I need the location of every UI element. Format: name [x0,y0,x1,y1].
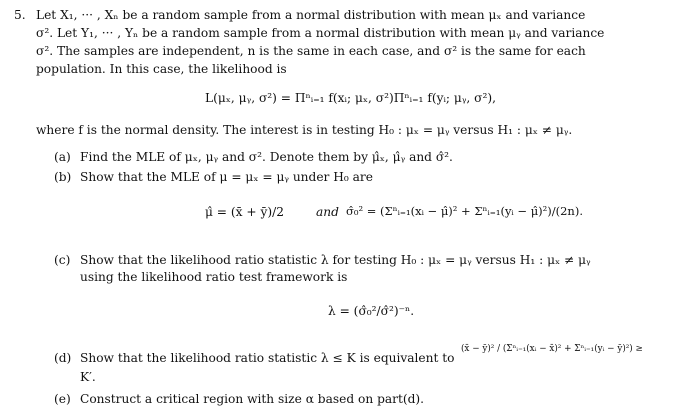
part-b-sigma-hat-eq: σ̂₀² = (Σⁿᵢ₌₁(xᵢ − μ̂)² + Σⁿᵢ₌₁(yᵢ − μ̂)²)/(2n). [346,204,583,218]
part-c-line-1: Show that the likelihood ratio statistic λ for testing H₀ : μₓ = μᵧ versus H₁ : μₓ ≠ μᵧ [80,253,591,267]
where-line: where f is the normal density. The interest is in testing H₀ : μₓ = μᵧ versus H₁ : μₓ ≠ μᵧ. [36,123,573,137]
part-c-line-2: using the likelihood ratio test framework is [80,270,348,284]
intro-line-2: σ². Let Y₁, ··· , Yₙ be a random sample from a normal distribution with mean μᵧ and variance [36,26,605,40]
part-d-text: Show that the likelihood ratio statistic λ ≤ K is equivalent to [80,351,455,365]
intro-line-3: σ². The samples are independent, n is the same in each case, and σ² is the same for each [36,44,586,58]
intro-line-4: population. In this case, the likelihood is [36,62,287,76]
part-a-text: Find the MLE of μₓ, μᵧ and σ². Denote them by μ̂ₓ, μ̂ᵧ and σ̂². [80,150,453,164]
part-e-label: (e) [54,392,71,406]
part-b-mu-hat-eq: μ̂ = (x̄ + ȳ)/2 [205,205,284,219]
part-c-label: (c) [54,253,71,267]
part-b-and: and [316,205,339,219]
part-d-continuation: K′. [80,370,96,384]
part-d-label: (d) [54,351,72,365]
part-b-label: (b) [54,170,72,184]
part-b-text: Show that the MLE of μ = μₓ = μᵧ under H₀ are [80,170,373,184]
part-e-text: Construct a critical region with size α based on part(d). [80,392,425,406]
likelihood-equation: L(μₓ, μᵧ, σ²) = Πⁿᵢ₌₁ f(xᵢ; μₓ, σ²)Πⁿᵢ₌₁ f(yᵢ; μᵧ, σ²), [205,91,496,105]
part-c-lambda-eq: λ = (σ̂₀²/σ̂²)⁻ⁿ. [328,304,415,318]
problem-number: 5. [14,8,26,22]
intro-line-1: Let X₁, ··· , Xₙ be a random sample from a normal distribution with mean μₓ and variance [36,8,586,22]
part-a-label: (a) [54,150,71,164]
part-d-inequality-eq: (x̄ − ȳ)² / (Σⁿᵢ₌₁(xᵢ − x̄)² + Σⁿᵢ₌₁(yᵢ − ȳ)²) ≥ [461,344,643,354]
